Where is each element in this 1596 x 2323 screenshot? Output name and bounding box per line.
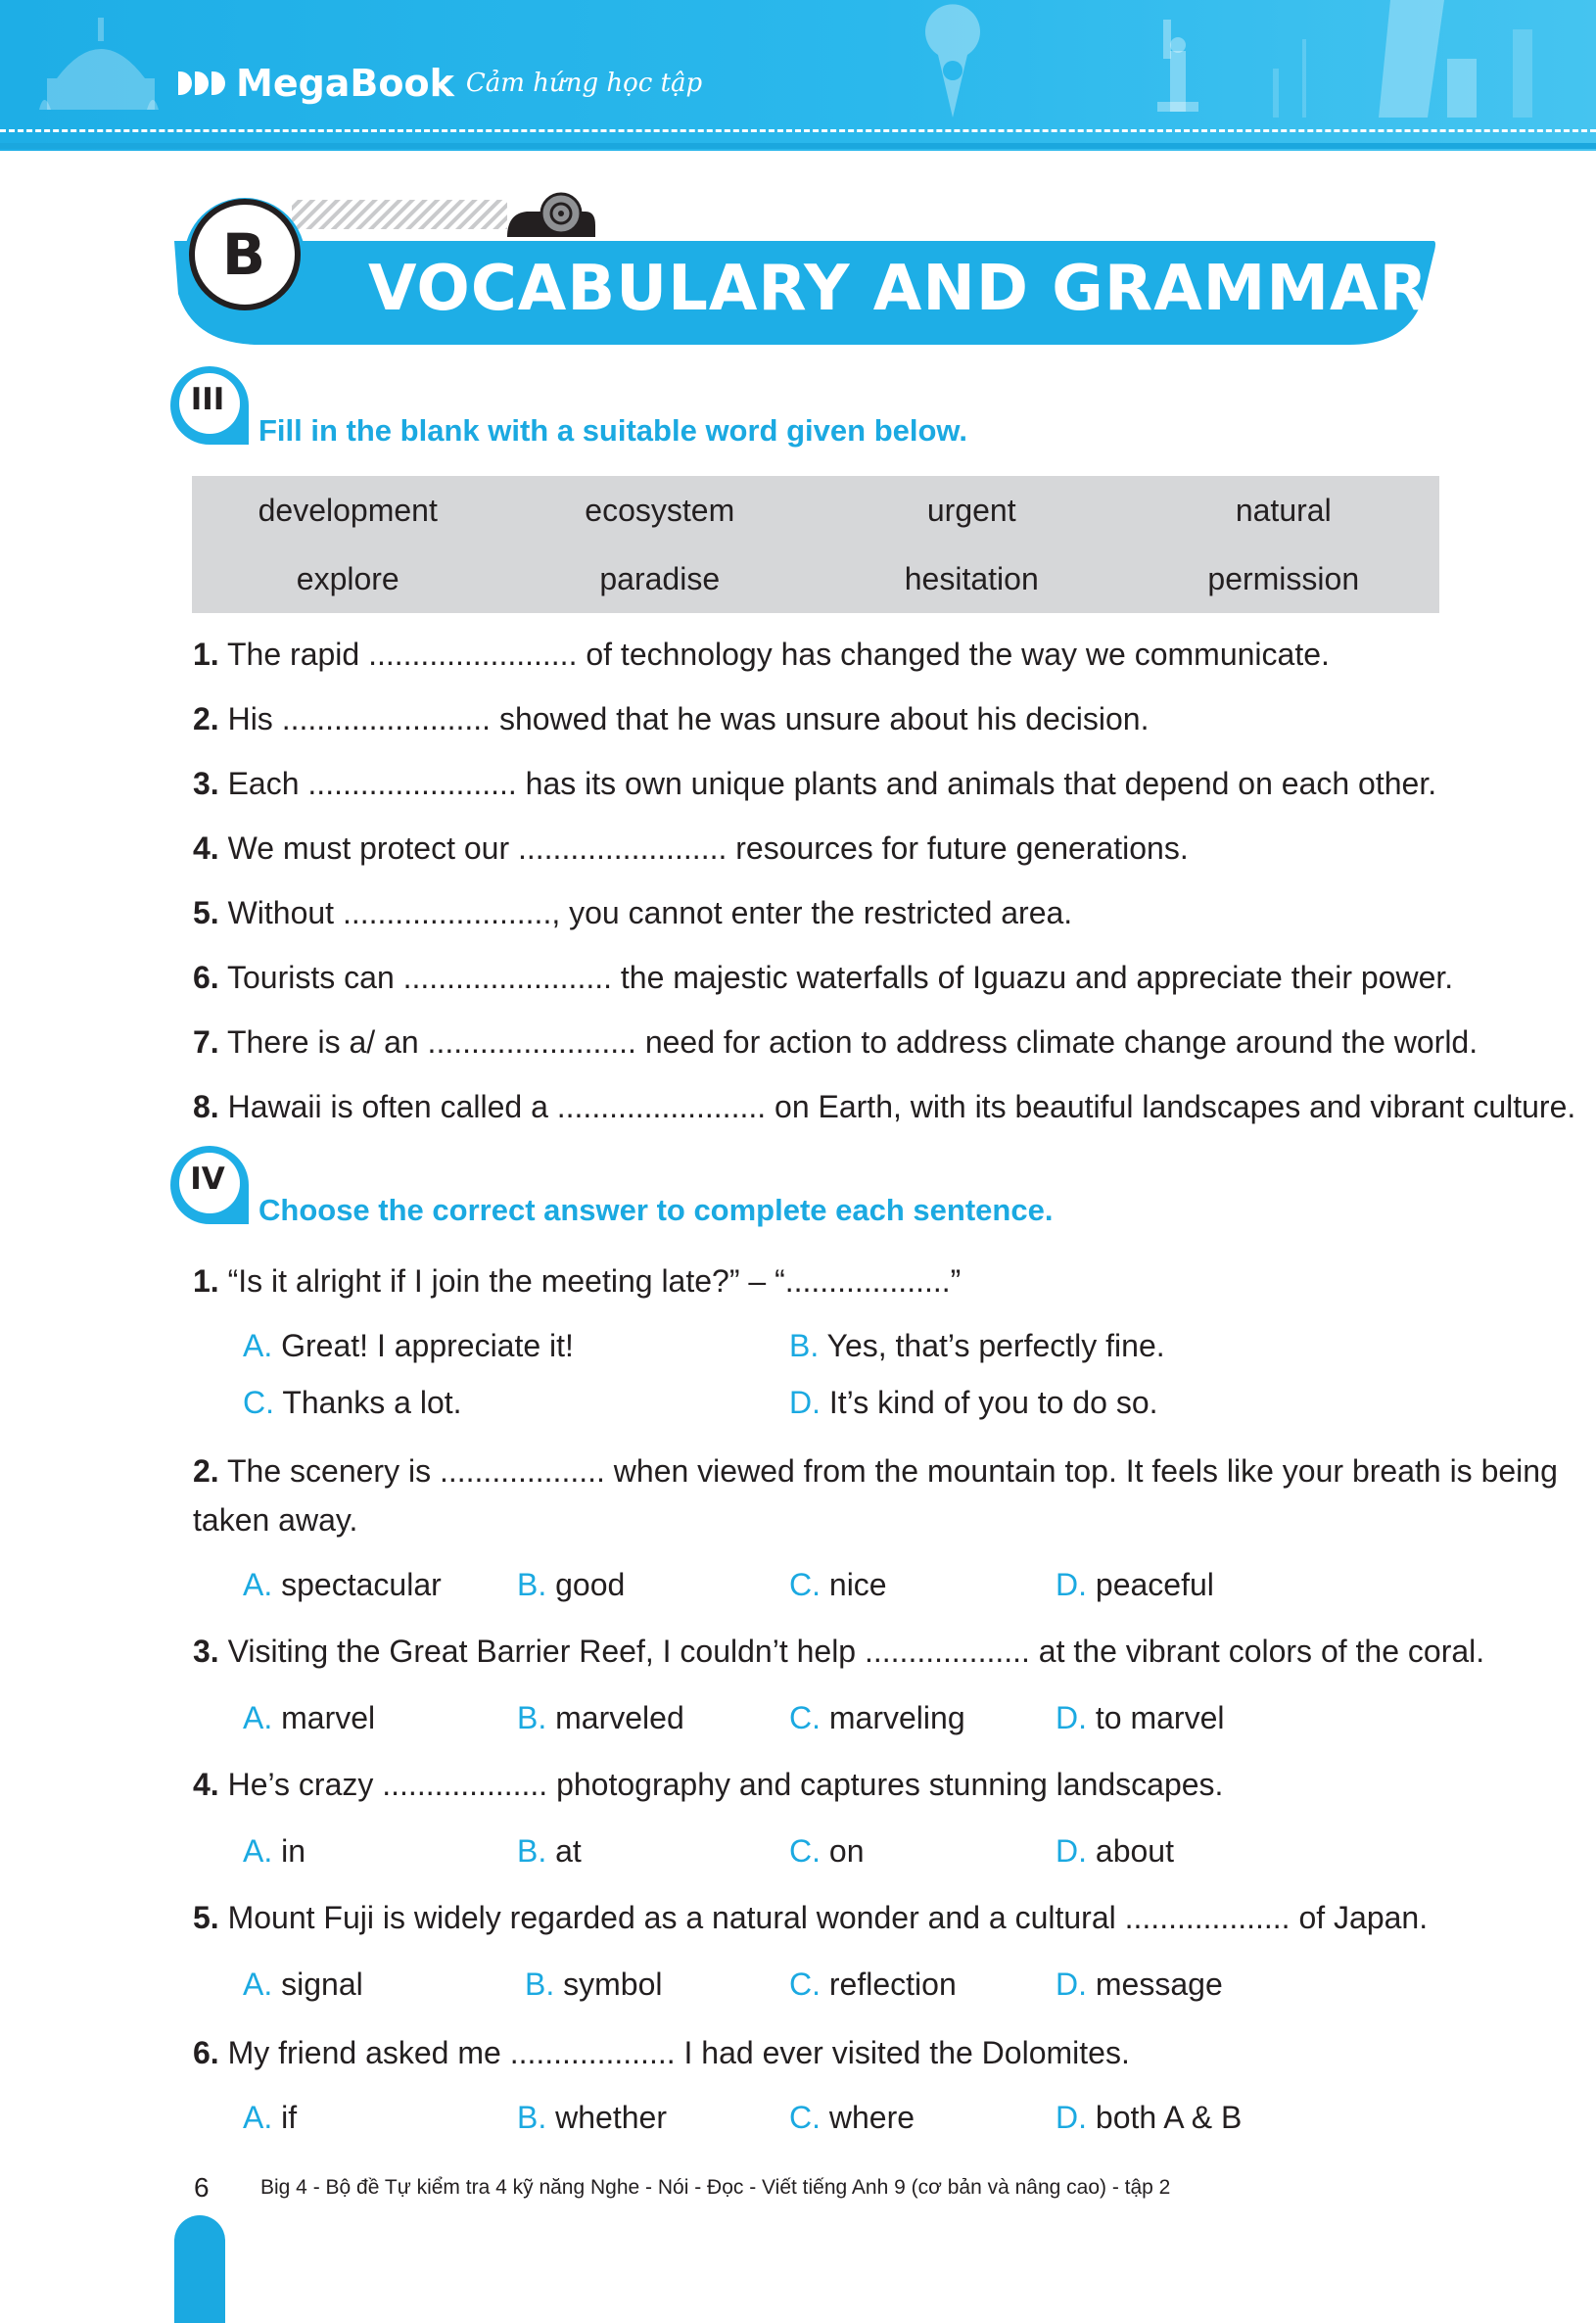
question-text: My friend asked me ................... I had ever visited the Dolomites. (218, 2035, 1130, 2070)
option-text: about (1087, 1833, 1174, 1869)
exercise-4-heading (168, 1144, 1441, 1232)
option-letter: D. (789, 1385, 821, 1420)
question-text: He’s crazy ................... photography and captures stunning landscapes. (218, 1767, 1224, 1802)
item-number: 4. (193, 830, 219, 866)
option-letter: B. (517, 1567, 547, 1602)
word-bank-item: permission (1207, 560, 1360, 596)
option-letter: A. (243, 1967, 273, 2002)
exercise-3-item (193, 895, 1072, 931)
option-text: to marvel (1087, 1700, 1225, 1735)
question (193, 2035, 1130, 2071)
option-letter: A. (243, 1328, 273, 1363)
option-letter: A. (243, 1567, 273, 1602)
option-letter: B. (789, 1328, 820, 1363)
item-text: Hawaii is often called a ........................ on Earth, with its beautiful landscapes and vibrant culture. (218, 1089, 1576, 1124)
option-text: good (546, 1567, 626, 1602)
snail-icon (507, 194, 595, 237)
option-text: marveling (821, 1700, 965, 1735)
footer-book-title: Big 4 - Bộ đề Tự kiểm tra 4 kỹ năng Nghe - Nói - Đọc - Viết tiếng Anh 9 (cơ bản và nâng cao) - tập 2 (260, 2176, 1171, 2199)
option-letter: D. (1056, 1967, 1087, 2002)
answer-option[interactable] (243, 1385, 462, 1421)
exercise-3-item (193, 1089, 1575, 1125)
megabook-logo (178, 59, 702, 108)
item-number: 6. (193, 960, 219, 995)
option-text: Yes, that’s perfectly fine. (819, 1328, 1165, 1363)
exercise-4-number: IV (190, 1162, 225, 1197)
option-letter: A. (243, 1700, 273, 1735)
question (193, 1453, 1558, 1490)
option-letter: C. (789, 1833, 821, 1869)
exercise-3-item (193, 830, 1189, 867)
option-text: at (546, 1833, 582, 1869)
option-text: marveled (546, 1700, 684, 1735)
item-text: Tourists can ........................ the majestic waterfalls of Iguazu and appreciate their power. (218, 960, 1454, 995)
option-letter: A. (243, 1833, 273, 1869)
answer-option[interactable] (789, 1567, 887, 1603)
section-heading (174, 186, 1437, 353)
page-number: 6 (194, 2172, 210, 2203)
answer-option[interactable] (243, 1833, 305, 1870)
option-text: spectacular (272, 1567, 442, 1602)
answer-option[interactable] (1056, 1567, 1214, 1603)
logo-text: MegaBook (236, 62, 454, 105)
option-text: peaceful (1087, 1567, 1214, 1602)
item-text: Without ........................, you cannot enter the restricted area. (218, 895, 1073, 930)
option-text: whether (546, 2100, 667, 2135)
word-bank (192, 476, 1439, 613)
question (193, 1263, 961, 1300)
option-letter: B. (517, 2100, 547, 2135)
answer-option[interactable] (789, 2100, 915, 2136)
word-bank-item: hesitation (904, 560, 1039, 596)
answer-option[interactable] (243, 2100, 297, 2136)
option-letter: D. (1056, 1833, 1087, 1869)
option-letter: C. (789, 1967, 821, 2002)
option-text: symbol (554, 1967, 663, 2002)
header-banner (0, 0, 1596, 151)
option-letter: B. (517, 1700, 547, 1735)
question-number: 4. (193, 1767, 219, 1802)
exercise-3-heading (168, 364, 1441, 452)
logo-tagline: Cảm hứng học tập (465, 69, 703, 98)
answer-option[interactable] (517, 1567, 625, 1603)
question (193, 1900, 1428, 1936)
megabook-logo-mark-icon (178, 71, 228, 95)
option-text: It’s kind of you to do so. (821, 1385, 1158, 1420)
option-text: if (272, 2100, 298, 2135)
answer-option[interactable] (1056, 1833, 1174, 1870)
exercise-3-number: III (190, 382, 225, 417)
answer-option[interactable] (243, 1967, 363, 2003)
item-text: Each ........................ has its own unique plants and animals that depend on each other. (218, 766, 1437, 801)
question (193, 1634, 1484, 1670)
option-text: Great! I appreciate it! (272, 1328, 574, 1363)
item-number: 1. (193, 637, 219, 672)
answer-option[interactable] (1056, 1967, 1223, 2003)
item-number: 5. (193, 895, 219, 930)
word-bank-item: urgent (926, 492, 1016, 528)
answer-option[interactable] (1056, 2100, 1242, 2136)
item-number: 3. (193, 766, 219, 801)
header-bottom-bar (0, 143, 1596, 149)
question-number: 3. (193, 1634, 219, 1669)
exercise-3-item (193, 960, 1453, 996)
exercise-4-title: Choose the correct answer to complete each sentence. (258, 1193, 1054, 1227)
footer-side-tab (174, 2215, 225, 2323)
option-letter: B. (517, 1833, 547, 1869)
item-text: There is a/ an ........................ need for action to address climate change around the world. (218, 1024, 1479, 1060)
option-text: marvel (272, 1700, 376, 1735)
section-title: VOCABULARY AND GRAMMAR (368, 253, 1429, 325)
option-text: signal (272, 1967, 363, 2002)
option-letter: D. (1056, 2100, 1087, 2135)
question-text-continued: taken away. (193, 1502, 358, 1538)
answer-option[interactable] (789, 1833, 864, 1870)
answer-option[interactable] (243, 1700, 375, 1736)
exercise-3-item (193, 1024, 1478, 1061)
section-letter: B (221, 221, 266, 288)
exercise-3-item (193, 637, 1330, 673)
header-dashed-divider (0, 129, 1596, 132)
answer-option[interactable] (789, 1700, 965, 1736)
option-text: message (1087, 1967, 1223, 2002)
answer-option[interactable] (525, 1967, 662, 2003)
option-letter: A. (243, 2100, 273, 2135)
question-number: 1. (193, 1263, 219, 1299)
word-bank-item: natural (1235, 492, 1332, 528)
option-letter: D. (1056, 1700, 1087, 1735)
answer-option[interactable] (243, 1328, 574, 1364)
option-letter: C. (789, 1567, 821, 1602)
answer-option[interactable] (1056, 1700, 1224, 1736)
answer-option[interactable] (243, 1567, 442, 1603)
option-letter: D. (1056, 1567, 1087, 1602)
option-text: both A & B (1087, 2100, 1243, 2135)
exercise-3-item (193, 701, 1149, 737)
item-number: 7. (193, 1024, 219, 1060)
item-text: We must protect our ........................ resources for future generations. (218, 830, 1189, 866)
exercise-3-item (193, 766, 1436, 802)
option-letter: C. (243, 1385, 274, 1420)
option-text: where (821, 2100, 915, 2135)
item-text: The rapid ........................ of technology has changed the way we communicate. (218, 637, 1330, 672)
answer-option[interactable] (517, 1833, 582, 1870)
answer-option[interactable] (789, 1385, 1158, 1421)
question-text: Mount Fuji is widely regarded as a natural wonder and a cultural ................... of Japan. (218, 1900, 1429, 1935)
answer-option[interactable] (789, 1967, 957, 2003)
option-text: reflection (821, 1967, 957, 2002)
question-number: 5. (193, 1900, 219, 1935)
answer-option[interactable] (517, 2100, 667, 2136)
item-number: 8. (193, 1089, 219, 1124)
word-bank-item: paradise (599, 560, 721, 596)
word-bank-item: development (258, 492, 438, 528)
option-letter: C. (789, 2100, 821, 2135)
item-text: His ........................ showed that he was unsure about his decision. (218, 701, 1150, 736)
option-text: nice (821, 1567, 887, 1602)
exercise-3-title: Fill in the blank with a suitable word given below. (258, 413, 967, 448)
option-letter: C. (789, 1700, 821, 1735)
word-bank-item: explore (296, 560, 399, 596)
option-text: in (272, 1833, 306, 1869)
question-text: The scenery is ................... when viewed from the mountain top. It feels like your breath is being (218, 1453, 1558, 1489)
question (193, 1767, 1223, 1803)
answer-option[interactable] (789, 1328, 1165, 1364)
answer-option[interactable] (517, 1700, 684, 1736)
question-text: “Is it alright if I join the meeting late?” – “...................” (218, 1263, 962, 1299)
option-letter: B. (525, 1967, 555, 2002)
question-number: 2. (193, 1453, 219, 1489)
option-text: on (821, 1833, 865, 1869)
option-text: Thanks a lot. (274, 1385, 462, 1420)
question-text: Visiting the Great Barrier Reef, I couldn’t help ................... at the vibrant colors of the coral. (218, 1634, 1485, 1669)
question-number: 6. (193, 2035, 219, 2070)
item-number: 2. (193, 701, 219, 736)
word-bank-item: ecosystem (585, 492, 735, 528)
